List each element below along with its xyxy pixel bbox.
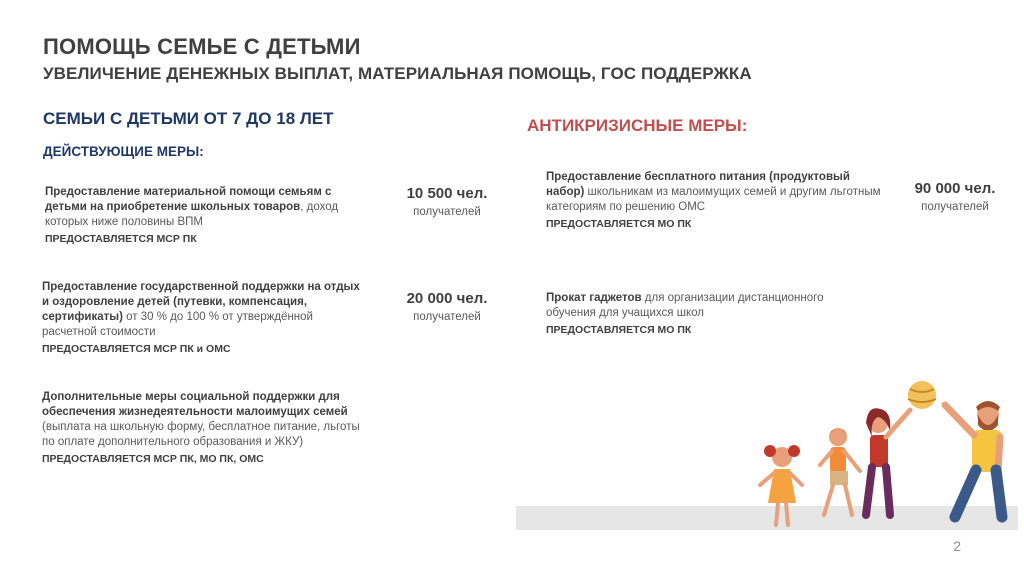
- recipients-count: 20 000 чел.: [406, 290, 488, 307]
- girl-figure: [760, 445, 802, 525]
- family-illustration: [740, 375, 1020, 535]
- measure-free-meals: [546, 170, 891, 232]
- measure-bold-text: Прокат гаджетов: [546, 292, 642, 304]
- recipients-label: получателей: [413, 311, 481, 323]
- father-figure: [945, 401, 1002, 517]
- measure-text: от 30 % до 100 % от утверждённой расчетной стоимости: [42, 311, 313, 338]
- measure-recreation-support: [42, 280, 362, 357]
- measure-additional-support: [42, 390, 372, 467]
- recipients-stat: [900, 180, 1010, 213]
- measure-bold-text: Предоставление материальной помощи семьям с детьми на приобретение школьных товаров: [45, 186, 332, 213]
- measure-bold-text: Предоставление бесплатного питания (продуктовый набор): [546, 171, 850, 198]
- mother-figure: [866, 408, 910, 515]
- page-subtitle: УВЕЛИЧЕНИЕ ДЕНЕЖНЫХ ВЫПЛАТ, МАТЕРИАЛЬНАЯ ПОМОЩЬ, ГОС ПОДДЕРЖКА: [43, 64, 752, 83]
- measure-text: , доход которых ниже половины ВПМ: [45, 201, 339, 228]
- page-title: ПОМОЩЬ СЕМЬЕ С ДЕТЬМИ: [43, 34, 361, 59]
- measure-provider: ПРЕДОСТАВЛЯЕТСЯ МСР ПК: [45, 233, 197, 245]
- measure-provider: ПРЕДОСТАВЛЯЕТСЯ МСР ПК, МО ПК, ОМС: [42, 453, 264, 465]
- measure-bold-text: Дополнительные меры социальной поддержки для обеспечения жизнедеятельности малоимущих семей: [42, 391, 348, 418]
- measure-provider: ПРЕДОСТАВЛЯЕТСЯ МО ПК: [546, 218, 692, 230]
- measure-bold-text: Предоставление государственной поддержки на отдых и оздоровление детей (путевки, компенсация, сертификаты): [42, 281, 360, 323]
- page-number: 2: [953, 538, 961, 554]
- measure-text: школьникам из малоимущих семей и другим льготным категориям по решению ОМС: [546, 186, 881, 213]
- measure-text: для организации дистанционного обучения для учащихся школ: [546, 292, 824, 319]
- recipients-stat: [392, 185, 502, 218]
- measure-provider: ПРЕДОСТАВЛЯЕТСЯ МСР ПК и ОМС: [42, 343, 231, 355]
- recipients-count: 90 000 чел.: [914, 180, 996, 197]
- measure-gadget-rental: [546, 291, 876, 338]
- recipients-stat: [392, 290, 502, 323]
- recipients-label: получателей: [921, 201, 989, 213]
- recipients-label: получателей: [413, 206, 481, 218]
- anticrisis-title: АНТИКРИЗИСНЫЕ МЕРЫ:: [527, 116, 748, 135]
- current-measures-heading: ДЕЙСТВУЮЩИЕ МЕРЫ:: [43, 144, 204, 159]
- ball-icon: [908, 381, 936, 409]
- boy-figure: [820, 428, 860, 515]
- measure-provider: ПРЕДОСТАВЛЯЕТСЯ МО ПК: [546, 324, 692, 336]
- recipients-count: 10 500 чел.: [406, 185, 488, 202]
- families-section-title: СЕМЬИ С ДЕТЬМИ ОТ 7 ДО 18 ЛЕТ: [43, 109, 334, 128]
- measure-school-supplies: [45, 185, 375, 247]
- measure-text: (выплата на школьную форму, бесплатное питание, льготы по оплате дополнительного образования и ЖКУ): [42, 421, 360, 448]
